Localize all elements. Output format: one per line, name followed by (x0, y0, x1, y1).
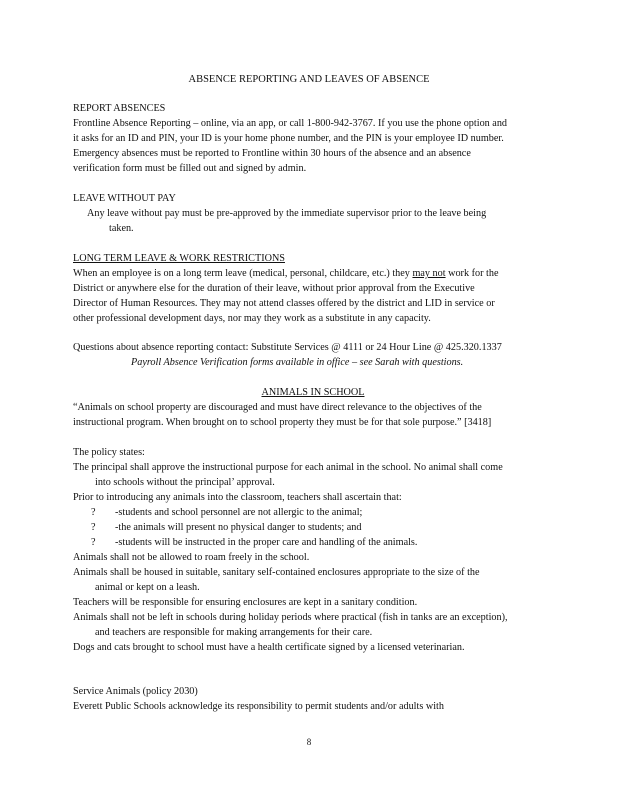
questions-line: Questions about absence reporting contact: Substitute Services @ 4111 or 24 Hour Line @ 425.320.1337 (73, 342, 502, 353)
long-term-leave-heading: LONG TERM LEAVE & WORK RESTRICTIONS (73, 253, 285, 264)
bullet-text: -the animals will present no physical danger to students; and (115, 522, 362, 533)
page-title: ABSENCE REPORTING AND LEAVES OF ABSENCE (188, 74, 430, 85)
bullet-mark: ? (91, 522, 96, 533)
bullet-item (73, 520, 553, 535)
report-line-2: it asks for an ID and PIN, your ID is your home phone number, and the PIN is your employee ID number. (73, 133, 504, 144)
policy-prior: Prior to introducing any animals into the classroom, teachers shall ascertain that: (73, 492, 402, 503)
bullet-text: -students and school personnel are not allergic to the animal; (115, 507, 363, 518)
report-line-4: verification form must be filled out and signed by admin. (73, 163, 307, 174)
leave-without-pay-line-2: taken. (109, 223, 134, 234)
policy-principal: The principal shall approve the instructional purpose for each animal in the school. No animal shall come (73, 462, 503, 473)
policy-housed-cont: animal or kept on a leash. (95, 582, 200, 593)
leave-without-pay-line-1: Any leave without pay must be pre-approved by the immediate supervisor prior to the leave being (87, 208, 487, 219)
report-absences-heading: REPORT ABSENCES (73, 103, 166, 114)
long-term-line-1c: work for the (445, 268, 499, 279)
report-absences-section (73, 101, 553, 176)
page-number: 8 (306, 737, 312, 747)
leave-without-pay-heading: LEAVE WITHOUT PAY (73, 193, 176, 204)
bullet-mark: ? (91, 507, 96, 518)
service-animals-heading: Service Animals (policy 2030) (73, 686, 198, 697)
animals-quote-line-1: “Animals on school property are discouraged and must have direct relevance to the objectives of the (73, 402, 482, 413)
long-term-line-1a: When an employee is on a long term leave (medical, personal, childcare, etc.) they (73, 268, 413, 279)
policy-roam: Animals shall not be allowed to roam freely in the school. (73, 552, 310, 563)
service-animals-section (73, 684, 553, 714)
long-term-line-3: Director of Human Resources. They may not attend classes offered by the district and LID in service or (73, 298, 495, 309)
policy-dogs-cats: Dogs and cats brought to school must have a health certificate signed by a licensed veterinarian. (73, 642, 465, 653)
payroll-note: Payroll Absence Verification forms available in office – see Sarah with questions. (131, 357, 464, 368)
report-line-1: Frontline Absence Reporting – online, via an app, or call 1-800-942-3767. If you use the phone option and (73, 118, 508, 129)
policy-states: The policy states: (73, 447, 145, 458)
bullet-mark: ? (91, 537, 96, 548)
animals-heading: ANIMALS IN SCHOOL (261, 387, 365, 398)
policy-teachers: Teachers will be responsible for ensuring enclosures are kept in a sanitary condition. (73, 597, 418, 608)
policy-housed: Animals shall be housed in suitable, sanitary self-contained enclosures appropriate to the size of the (73, 567, 480, 578)
long-term-line-2: District or anywhere else for the duration of their leave, without prior approval from the Executive (73, 283, 475, 294)
leave-without-pay-section (73, 191, 553, 236)
report-line-3: Emergency absences must be reported to Frontline within 30 hours of the absence and an absence (73, 148, 471, 159)
policy-principal-cont: into schools without the principal’ approval. (95, 477, 275, 488)
policy-holiday: Animals shall not be left in schools during holiday periods where practical (fish in tanks are an exception), (73, 612, 508, 623)
long-term-line-4: other professional development days, nor may they work as a substitute in any capacity. (73, 313, 431, 324)
questions-section (73, 340, 553, 370)
policy-holiday-cont: and teachers are responsible for making arrangements for their care. (95, 627, 373, 638)
animals-section (73, 385, 553, 655)
service-animals-line: Everett Public Schools acknowledge its responsibility to permit students and/or adults with (73, 701, 444, 712)
bullet-text: -students will be instructed in the proper care and handling of the animals. (115, 537, 418, 548)
long-term-leave-section (73, 251, 553, 326)
bullet-item (73, 505, 553, 520)
bullet-item (73, 535, 553, 550)
may-not-emphasis: may not (412, 268, 446, 279)
animals-quote-line-2: instructional program. When brought on to school property they must be for that sole purpose.” [3418] (73, 417, 492, 428)
long-term-line-1 (73, 266, 553, 281)
